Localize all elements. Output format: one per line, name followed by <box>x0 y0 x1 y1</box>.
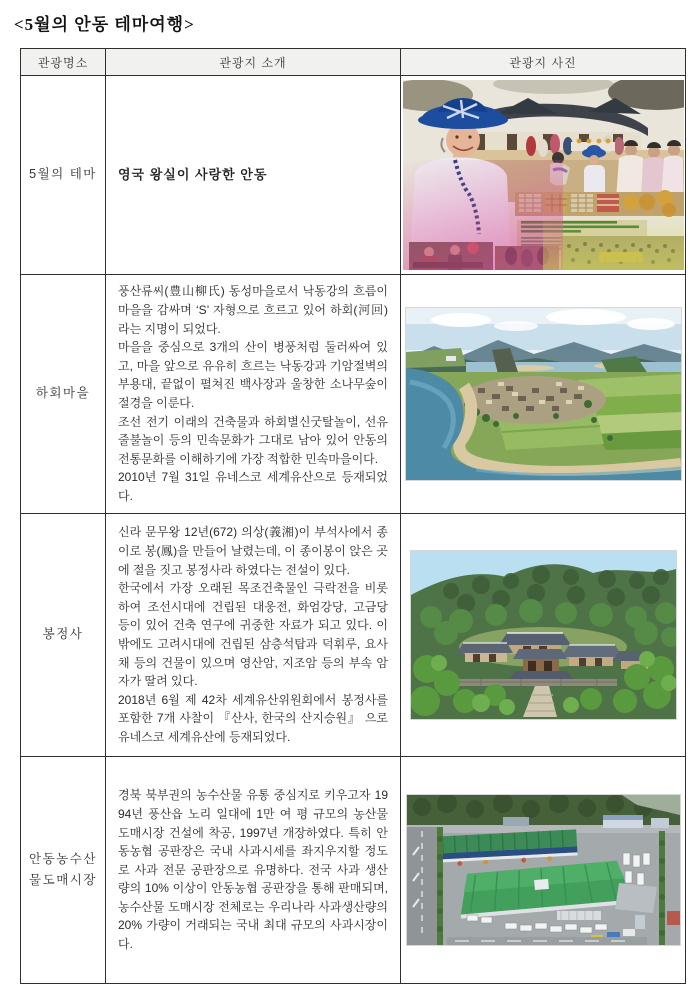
table-row-hahoe <box>21 275 686 514</box>
page-title: <5월의 안동 테마여행> <box>14 15 195 34</box>
attraction-name: 5월의 테마 <box>21 76 106 275</box>
theme-text: 영국 왕실이 사랑한 안동 <box>118 166 268 182</box>
description-paragraph: 2018년 6월 제 42차 세계유산위원회에서 봉정사를 포함한 7개 사찰이 『산사, 한국의 산지승원』 으로 유네스코 세계유산에 등재되었다. <box>118 692 388 744</box>
table-row-theme <box>21 76 686 275</box>
description-paragraph: 경북 북부권의 농수산물 유통 중심지로 키우고자 1994년 풍산읍 노리 일대에 1만 여 평 규모의 농산물 도매시장 건설에 착공, 1997년 개장하였다. 특히 안동농협 공판장은 국내 사과시세를 좌지우지할 정도로 사과 전문 공판장으로 유명하다. 전국 사과 생산량의 10% 이상이 안동농협 공판장을 통해 판매되며, 농수산물 도매시장 전체로는 우리나라 사과생산량의 20% 가량이 거래되는 국내 최대 규모의 사과시장이다. <box>118 788 388 952</box>
description-paragraph: 풍산류씨(豊山柳氏) 동성마을로서 낙동강의 흐름이 마을을 감싸며 ‘S’ 자형으로 흐르고 있어 하회(河回)라는 지명이 되었다. <box>118 284 388 336</box>
attraction-name: 하회마을 <box>21 275 106 514</box>
table-row-market <box>21 757 686 984</box>
table-row-bongjeongsa <box>21 514 686 757</box>
attractions-table <box>20 48 686 984</box>
wholesale-market-aerial-photo <box>406 794 681 946</box>
hahoe-village-aerial-photo <box>405 307 682 481</box>
header-attraction-photo: 관광지 사진 <box>401 49 686 76</box>
description-paragraph: 한국에서 가장 오래된 목조건축물인 극락전을 비롯하여 조선시대에 건립된 대웅전, 화엄강당, 고금당 등이 있어 건축 연구에 귀중한 자료가 되고 있다. 이 밖에도 고려시대에 건립된 삼층석탑과 덕휘루, 요사채 등의 건물이 있으며 영산암, 지조암 등의 부속 암자가 딸려 있다. <box>118 581 388 689</box>
description-paragraph: 2010년 7월 31일 유네스코 세계유산으로 등재되었다. <box>118 470 388 503</box>
header-attraction-name: 관광명소 <box>21 49 106 76</box>
description-paragraph: 신라 문무왕 12년(672) 의상(義湘)이 부석사에서 종이로 봉(鳳)을 만들어 날렸는데, 이 종이봉이 앉은 곳에 절을 짓고 봉정사라 하였다는 전설이 있다. <box>118 525 388 577</box>
header-row <box>21 49 686 76</box>
attraction-name: 봉정사 <box>21 514 106 757</box>
header-attraction-intro: 관광지 소개 <box>106 49 401 76</box>
bongjeongsa-temple-photo <box>410 550 677 720</box>
description-paragraph: 마을을 중심으로 3개의 산이 병풍처럼 둘러싸여 있고, 마을 앞으로 유유히 흐르는 낙동강과 기암절벽의 부용대, 끝없이 펼쳐진 백사장과 울창한 소나무숲이 절경을 이룬다. <box>118 340 388 410</box>
description-paragraph: 조선 전기 이래의 건축물과 하회별신굿탈놀이, 선유줄불놀이 등의 민속문화가 그대로 남아 있어 안동의 전통문화를 이해하기에 가장 적합한 민속마을이다. <box>118 414 388 466</box>
royal-visit-collage-photo <box>403 80 684 270</box>
attraction-name: 안동농수산물도매시장 <box>21 757 106 984</box>
